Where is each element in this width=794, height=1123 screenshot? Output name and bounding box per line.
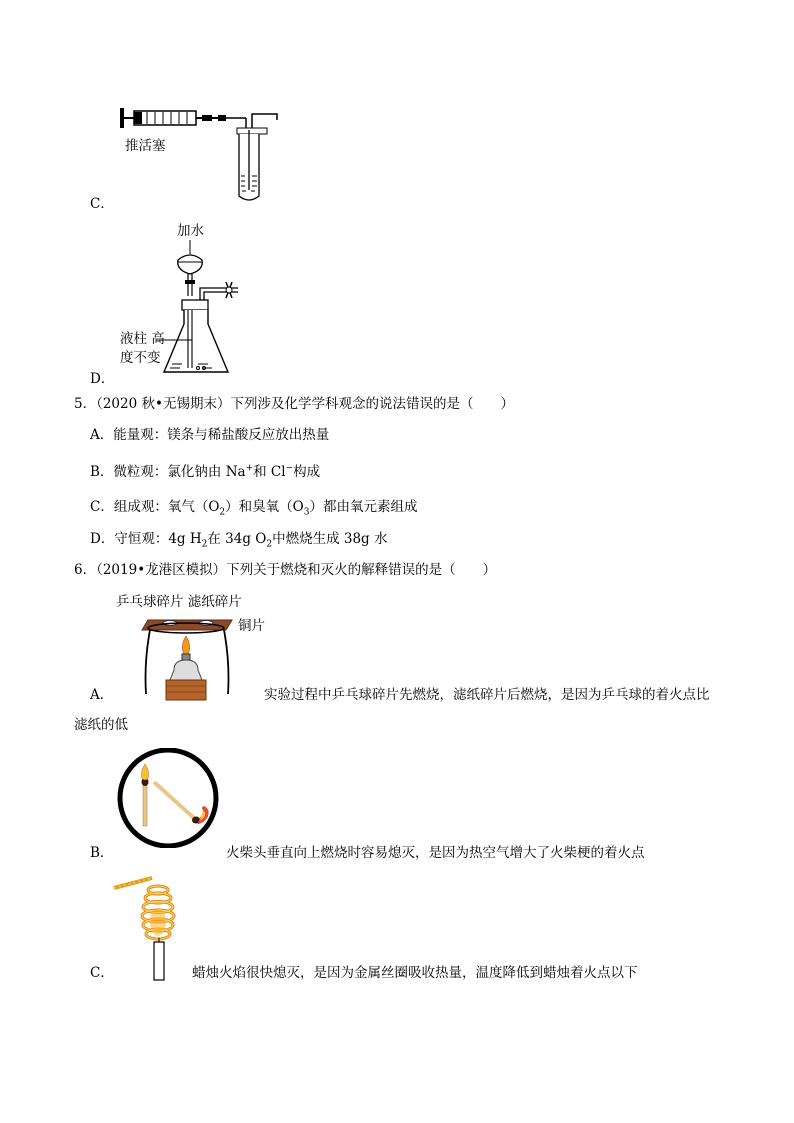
q6-option-c-text: 蜡烛火焰很快熄灭，是因为金属丝圈吸收热量，温度降低到蜡烛着火点以下 (192, 965, 638, 981)
oxygen-subscript: 2 (219, 507, 226, 518)
add-water-label: 加水 (177, 223, 204, 239)
q4-option-d-letter: D． (90, 371, 115, 387)
q5-option-c-prefix: C．组成观：氧气（O (90, 499, 220, 515)
pingpong-filter-paper-label: 乒乓球碎片 滤纸碎片 (116, 594, 242, 610)
q6-option-c-letter: C． (90, 965, 114, 981)
q5-option-a: A．能量观：镁条与稀盐酸反应放出热量 (90, 427, 330, 443)
push-plunger-label: 推活塞 (125, 138, 166, 154)
q4-option-c-letter: C． (90, 196, 114, 212)
oxygen-subscript-2: 2 (266, 539, 273, 550)
q6-option-b-letter: B． (90, 845, 114, 861)
q6-option-a-text-line2: 滤纸的低 (74, 717, 128, 733)
q5-option-b-mid: 和 Cl (253, 464, 286, 480)
liquid-column-label-line2: 度不变 (120, 350, 161, 366)
syringe-test-tube-figure (112, 100, 292, 210)
q5-option-d-mid: 在 34g O (207, 531, 267, 547)
hydrogen-subscript: 2 (201, 539, 208, 550)
q5-option-d-prefix: D．守恒观：4g H (90, 531, 202, 547)
q6-stem: 6．（2019•龙港区模拟）下列关于燃烧和灭火的解释错误的是（ ） (74, 562, 497, 578)
chloride-ion-charge: − (285, 463, 294, 474)
q5-option-c (90, 498, 417, 516)
candle-metal-coil-figure (112, 872, 192, 984)
q5-stem: 5．（2020 秋•无锡期末）下列涉及化学学科观念的说法错误的是（ ） (74, 396, 514, 412)
copper-sheet-label: 铜片 (238, 618, 265, 634)
q5-option-b-prefix: B．微粒观：氯化钠由 Na (90, 464, 246, 480)
q5-option-c-suffix: ）都由氧元素组成 (309, 499, 418, 515)
q6-option-a-text-line1: 实验过程中乒乓球碎片先燃烧，滤纸碎片后燃烧，是因为乒乓球的着火点比 (264, 687, 710, 703)
sodium-ion-charge: + (245, 463, 254, 474)
copper-sheet-burning-figure (136, 612, 246, 704)
q6-option-b-text: 火柴头垂直向上燃烧时容易熄灭，是因为热空气增大了火柴梗的着火点 (226, 845, 645, 861)
q5-option-d (90, 530, 387, 548)
q5-option-c-mid: ）和臭氧（O (225, 499, 304, 515)
q6-option-a-letter: A． (90, 687, 114, 703)
liquid-column-label-line1: 液柱 高 (120, 331, 165, 347)
q5-option-d-suffix: 中燃烧生成 38g 水 (272, 531, 388, 547)
burning-matches-figure (112, 748, 224, 848)
q5-option-b (90, 463, 320, 481)
q5-option-b-suffix: 构成 (293, 464, 321, 480)
ozone-subscript: 3 (303, 507, 310, 518)
